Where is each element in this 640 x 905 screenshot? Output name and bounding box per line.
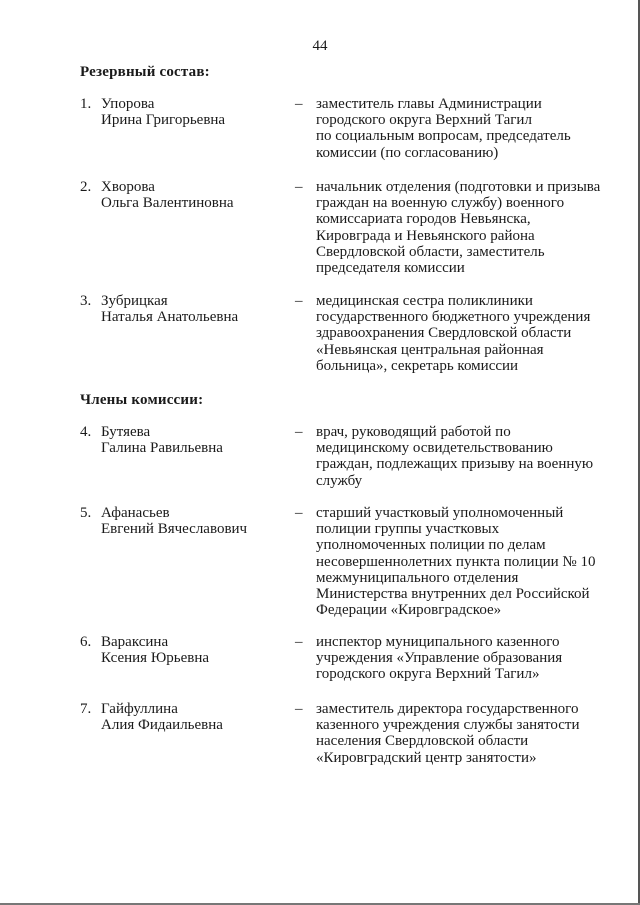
person-surname: Хворова [101, 179, 155, 195]
person-name [101, 424, 301, 456]
page-number: 44 [312, 38, 328, 54]
person-given-names: Ольга Валентиновна [101, 195, 234, 212]
person-surname: Зубрицкая [101, 293, 168, 309]
item-number: 6. [80, 634, 92, 650]
dash-separator: – [295, 179, 303, 195]
item-number: 4. [80, 424, 92, 440]
person-surname: Гайфуллина [101, 701, 178, 717]
position-description: начальник отделения (подготовки и призыва граждан на военную службу) военного комиссариата городов Невьянска, Кировграда и Невьянского района Свердловской области, заместитель председателя комиссии [316, 179, 601, 277]
person-name [101, 293, 301, 325]
person-given-names: Алия Фидаильевна [101, 717, 223, 734]
item-number: 1. [80, 96, 92, 112]
dash-separator: – [295, 96, 303, 112]
dash-separator: – [295, 505, 303, 521]
person-given-names: Галина Равильевна [101, 440, 223, 457]
dash-separator: – [295, 424, 303, 440]
person-name [101, 179, 301, 211]
person-given-names: Наталья Анатольевна [101, 309, 239, 326]
position-description: врач, руководящий работой по медицинскому освидетельствованию граждан, подлежащих призыву на военную службу [316, 424, 594, 489]
dash-separator: – [295, 634, 303, 650]
position-description: заместитель директора государственного казенного учреждения службы занятости населения Свердловской области «Кировградский центр занятости» [316, 701, 580, 766]
person-given-names: Евгений Вячеславович [101, 521, 248, 538]
item-number: 2. [80, 179, 92, 195]
position-description: инспектор муниципального казенного учреждения «Управление образования городского округа Верхний Тагил» [316, 634, 563, 683]
item-number: 7. [80, 701, 92, 717]
position-description: старший участковый уполномоченный полиции группы участковых уполномоченных полиции по делам несовершеннолетних пункта полиции № 10 межмуниципального отделения Министерства внутренних дел Российской Федерации «Кировградское» [316, 505, 596, 619]
person-surname: Упорова [101, 96, 155, 112]
section-heading-reserve: Резервный состав: [80, 64, 210, 80]
person-surname: Бутяева [101, 424, 151, 440]
item-number: 3. [80, 293, 92, 309]
person-surname: Вараксина [101, 634, 169, 650]
person-name [101, 96, 301, 128]
section-heading-members: Члены комиссии: [80, 392, 204, 408]
position-description: медицинская сестра поликлиники государственного бюджетного учреждения здравоохранения Свердловской области «Невьянская центральная районная больница», секретарь комиссии [316, 293, 591, 374]
person-surname: Афанасьев [101, 505, 170, 521]
person-name [101, 634, 301, 666]
dash-separator: – [295, 293, 303, 309]
person-given-names: Ксения Юрьевна [101, 650, 210, 667]
person-name [101, 701, 301, 733]
person-given-names: Ирина Григорьевна [101, 112, 226, 129]
item-number: 5. [80, 505, 92, 521]
person-name [101, 505, 301, 537]
position-description: заместитель главы Администрации городского округа Верхний Тагил по социальным вопросам, председатель комиссии (по согласованию) [316, 96, 571, 161]
dash-separator: – [295, 701, 303, 717]
